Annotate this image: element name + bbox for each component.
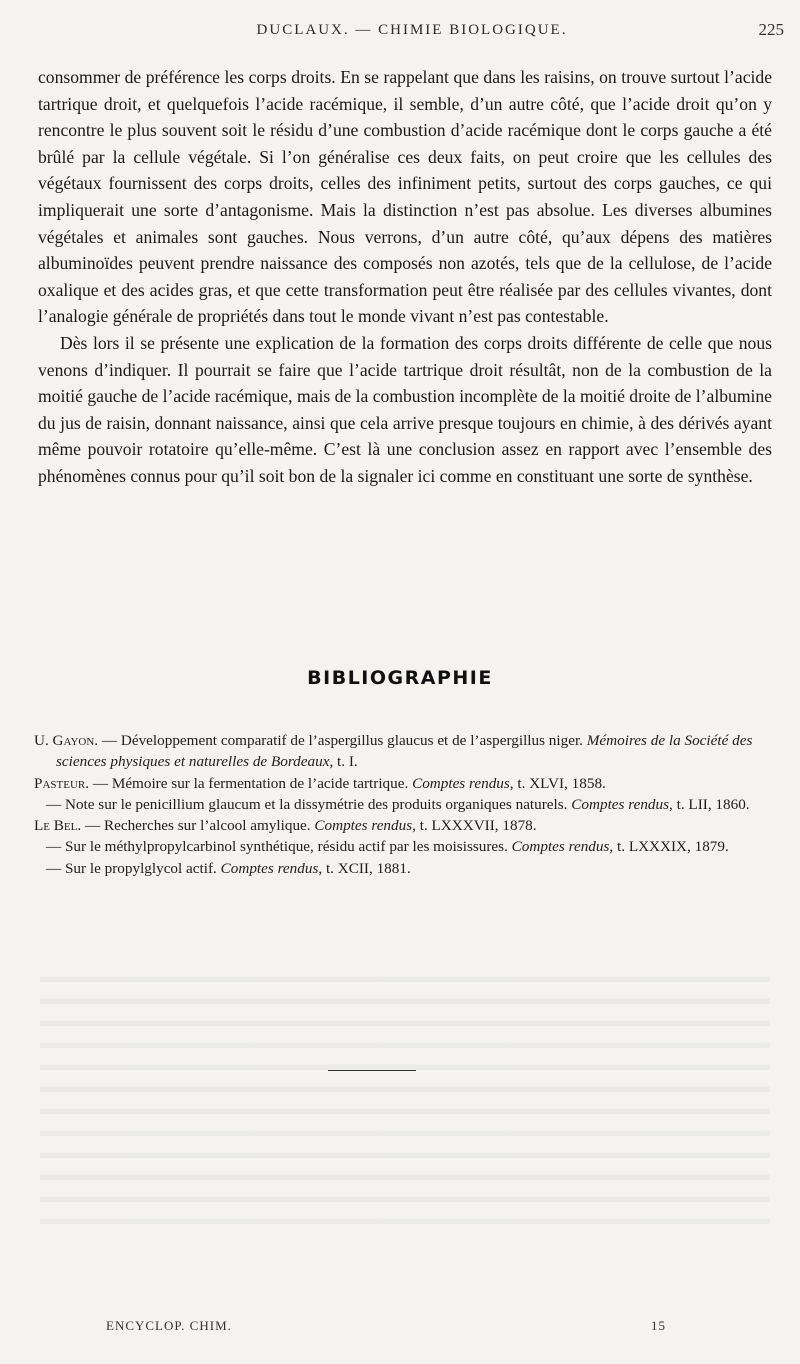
entry-journal: Comptes rendus: [220, 859, 319, 877]
bibliography-entry: [34, 836, 774, 857]
entry-text: — Note sur le penicillium glaucum et la dissymétrie des produits organiques naturels.: [46, 795, 572, 813]
entry-ref: , t. I.: [329, 753, 358, 771]
footer-sheet-number: 15: [651, 1318, 666, 1333]
entry-text: — Sur le méthylpropylcarbinol synthétique, résidu actif par les moisissures.: [46, 838, 512, 856]
entry-ref: , t. XCII, 1881.: [318, 859, 411, 877]
paper-bleed-through: [40, 960, 770, 1230]
entry-journal: Comptes rendus: [412, 774, 510, 792]
page-footer: [106, 1318, 666, 1338]
running-header: [40, 22, 784, 52]
entry-text: — Mémoire sur la fermentation de l’acide tartrique.: [89, 774, 413, 792]
entry-text: — Développement comparatif de l’aspergillus glaucus et de l’aspergillus niger.: [98, 732, 587, 749]
running-title: DUCLAUX. — CHIMIE BIOLOGIQUE.: [256, 22, 568, 38]
bibliography-list: [34, 730, 774, 879]
bibliography-entry: [34, 858, 774, 879]
entry-ref: , t. XLVI, 1858.: [509, 774, 606, 792]
entry-ref: , t. LXXXVII, 1878.: [412, 817, 537, 835]
paragraph-2: Dès lors il se présente une explication de la formation des corps droits différente de celle que nous venons d’indiquer. Il pourrait se faire que l’acide tartrique droit résultât, non de la combustion de la moitié gauche de l’acide racémique, mais de la combustion incomplète de la moitié droite de l’albumine du jus de raisin, donnant naissance, ainsi que cela arrive presque toujours en chimie, à des dérivés ayant même pouvoir rotatoire qu’elle-même. C’est là une conclusion assez en rapport avec l’ensemble des phénomènes connus pour qu’il soit bon de la signaler ici comme en constituant une sorte de synthèse.: [38, 332, 772, 486]
entry-text: — Sur le propylglycol actif.: [46, 859, 221, 877]
entry-journal: Comptes rendus: [314, 817, 413, 835]
entry-text: — Recherches sur l’alcool amylique.: [81, 817, 315, 835]
entry-journal: Mémoires de la Société des sciences physiques et naturelles de Bordeaux: [56, 732, 753, 771]
footer-signature: ENCYCLOP. CHIM.: [106, 1318, 232, 1333]
page-number: 225: [758, 20, 784, 39]
bibliography-entry: [34, 773, 774, 794]
bibliography-entry: [34, 730, 774, 773]
entry-ref: , t. LII, 1860.: [669, 795, 750, 813]
entry-author: U. Gayon.: [34, 732, 99, 749]
bibliography-heading: BIBLIOGRAPHIE: [307, 667, 493, 689]
paragraph-1: consommer de préférence les corps droits. En se rappelant que dans les raisins, on trouve surtout l’acide tartrique droit, et quelquefois l’acide racémique, il semble, d’un autre côté, que l’acide droit qu’on y rencontre le plus souvent soit le résidu d’une combustion d’acide racémique dont le corps gauche a été brûlé par la cellule végétale. Si l’on généralise ces deux faits, on peut croire que les cellules des végétaux fournissent des corps droits, celles des infiniment petits, surtout des corps gauches, ce qui impliquerait une sorte d’antagonisme. Mais la distinction n’est pas absolue. Les diverses albumines végétales et animales sont gauches. Nous verrons, d’un autre côté, qu’aux dépens des matières albuminoïdes peuvent prendre naissance des composés non azotés, tels que de la cellulose, de l’acide oxalique et des acides gras, et que cette transformation peut être réalisée par des cellules vivantes, dont l’analogie générale de propriétés dans tout le monde vivant n’est pas contestable.: [38, 67, 772, 327]
entry-author: Le Bel.: [34, 817, 82, 835]
entry-ref: , t. LXXXIX, 1879.: [609, 838, 729, 856]
bibliography-entry: [34, 794, 774, 815]
body-text: [38, 64, 772, 490]
entry-author: Pasteur.: [34, 774, 90, 792]
bibliography-entry: [34, 815, 774, 836]
entry-journal: Comptes rendus: [511, 838, 610, 856]
entry-journal: Comptes rendus: [571, 795, 670, 813]
